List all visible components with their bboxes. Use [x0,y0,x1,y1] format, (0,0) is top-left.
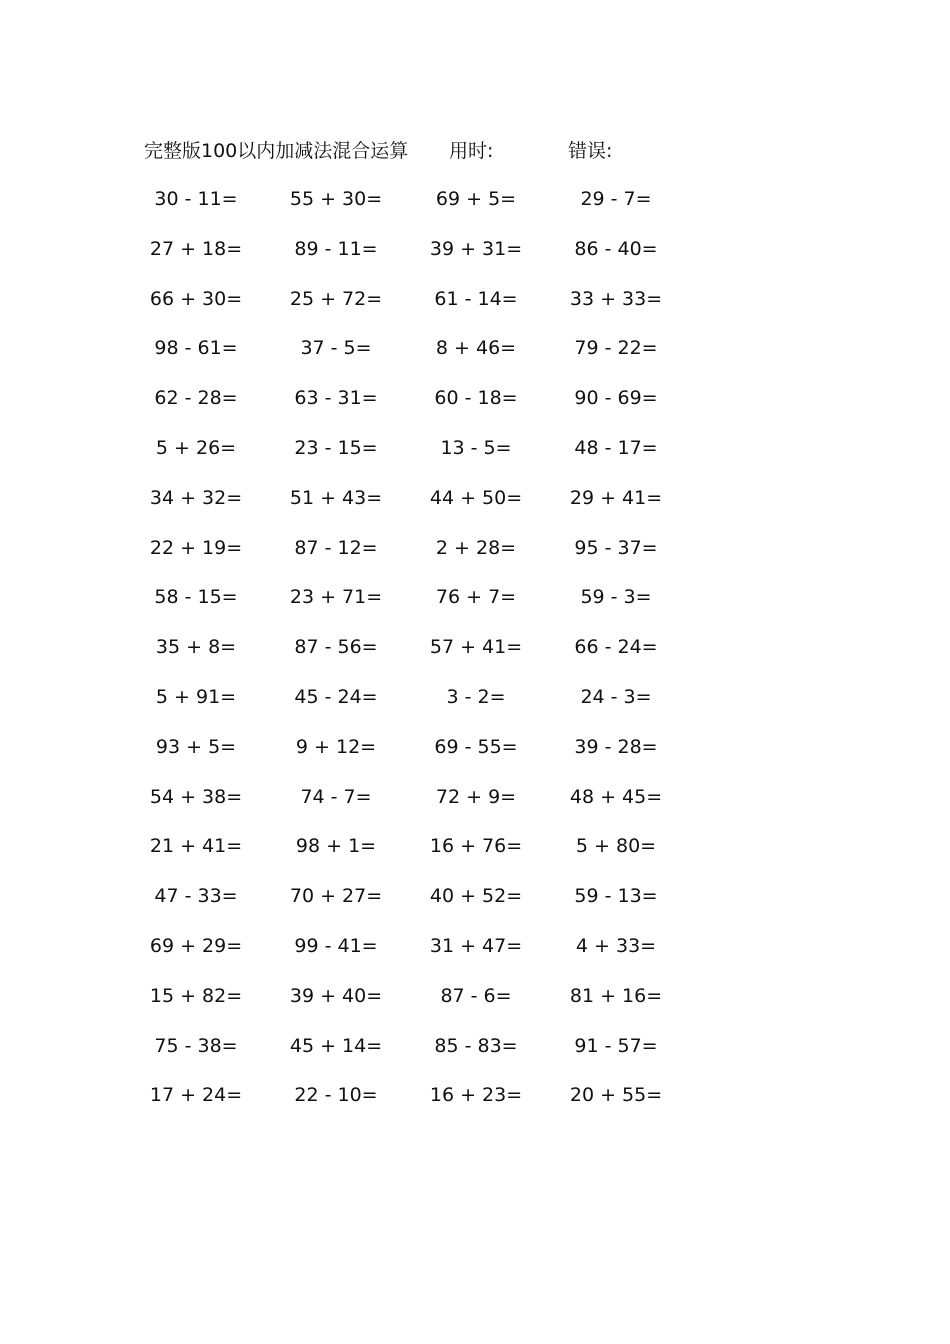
math-problem: 69 + 5= [435,188,517,210]
math-problem: 91 - 57= [574,1034,658,1057]
math-problem: 55 + 30= [289,188,383,210]
math-problem: 9 + 12= [295,735,377,758]
math-problem: 54 + 38= [149,785,243,808]
problem-row [0,782,950,832]
math-problem: 31 + 47= [429,934,523,957]
worksheet-title: 完整版100以内加减法混合运算 [144,140,409,162]
error-count-label: 错误: [568,140,613,162]
problem-row [0,1031,950,1081]
math-problem: 59 - 3= [580,586,652,609]
math-problem: 33 + 33= [569,287,663,310]
math-problem: 57 + 41= [429,636,523,659]
problem-row [0,383,950,433]
math-problem: 30 - 11= [154,188,238,210]
math-problem: 51 + 43= [289,486,383,509]
math-problem: 87 - 12= [294,536,378,559]
math-problem: 99 - 41= [294,934,378,957]
math-problem: 37 - 5= [300,337,372,360]
math-problem: 5 + 80= [575,835,657,858]
math-problem: 15 + 82= [149,984,243,1007]
math-problem: 66 + 30= [149,287,243,310]
math-problem: 87 - 56= [294,636,378,659]
math-problem: 87 - 6= [440,984,512,1007]
math-problem: 69 - 55= [434,735,518,758]
math-problem: 39 - 28= [574,735,658,758]
problem-row [0,433,950,483]
problem-row [0,732,950,782]
math-problem: 39 + 40= [289,984,383,1007]
math-problem: 81 + 16= [569,984,663,1007]
math-problem: 20 + 55= [569,1084,663,1107]
math-problem: 5 + 26= [155,436,237,459]
problem-row [0,184,950,234]
math-problem: 34 + 32= [149,486,243,509]
math-problem: 93 + 5= [155,735,237,758]
math-problem: 22 - 10= [294,1084,378,1107]
math-problem: 35 + 8= [155,636,237,659]
worksheet-header [0,137,950,165]
math-problem: 72 + 9= [435,785,517,808]
math-problem: 79 - 22= [574,337,658,360]
math-problem: 23 - 15= [294,436,378,459]
math-problem: 23 + 71= [289,586,383,609]
math-problem: 44 + 50= [429,486,523,509]
math-problem: 48 + 45= [569,785,663,808]
math-problem: 3 - 2= [446,685,506,708]
problem-row [0,284,950,334]
math-problem: 40 + 52= [429,885,523,908]
problem-row [0,582,950,632]
math-problem: 63 - 31= [294,387,378,410]
math-problem: 89 - 11= [294,237,378,260]
math-problem: 8 + 46= [435,337,517,360]
math-problem: 2 + 28= [435,536,517,559]
math-problem: 98 + 1= [295,835,377,858]
problem-row [0,981,950,1031]
math-problem: 25 + 72= [289,287,383,310]
math-problem: 5 + 91= [155,685,237,708]
math-problem: 45 + 14= [289,1034,383,1057]
math-problem: 45 - 24= [294,685,378,708]
math-problem: 69 + 29= [149,934,243,957]
math-problem: 60 - 18= [434,387,518,410]
math-problem: 4 + 33= [575,934,657,957]
math-problem: 61 - 14= [434,287,518,310]
time-used-label: 用时: [449,140,494,162]
problem-row [0,632,950,682]
math-problem: 27 + 18= [149,237,243,260]
math-problem: 16 + 76= [429,835,523,858]
problem-row [0,234,950,284]
math-problem: 66 - 24= [574,636,658,659]
math-problem: 59 - 13= [574,885,658,908]
math-problem: 13 - 5= [440,436,512,459]
problem-row [0,831,950,881]
math-problem: 39 + 31= [429,237,523,260]
math-problem: 21 + 41= [149,835,243,858]
problem-grid [0,184,950,1130]
math-problem: 47 - 33= [154,885,238,908]
math-problem: 98 - 61= [154,337,238,360]
problem-row [0,1080,950,1130]
math-problem: 95 - 37= [574,536,658,559]
problem-row [0,682,950,732]
problem-row [0,333,950,383]
math-problem: 17 + 24= [149,1084,243,1107]
math-problem: 24 - 3= [580,685,652,708]
math-problem: 62 - 28= [154,387,238,410]
math-problem: 29 - 7= [580,188,652,210]
math-problem: 70 + 27= [289,885,383,908]
math-problem: 48 - 17= [574,436,658,459]
math-problem: 16 + 23= [429,1084,523,1107]
math-problem: 22 + 19= [149,536,243,559]
math-problem: 76 + 7= [435,586,517,609]
math-problem: 29 + 41= [569,486,663,509]
math-problem: 85 - 83= [434,1034,518,1057]
math-problem: 90 - 69= [574,387,658,410]
math-problem: 86 - 40= [574,237,658,260]
math-problem: 58 - 15= [154,586,238,609]
problem-row [0,931,950,981]
math-problem: 75 - 38= [154,1034,238,1057]
problem-row [0,533,950,583]
problem-row [0,881,950,931]
problem-row [0,483,950,533]
math-problem: 74 - 7= [300,785,372,808]
